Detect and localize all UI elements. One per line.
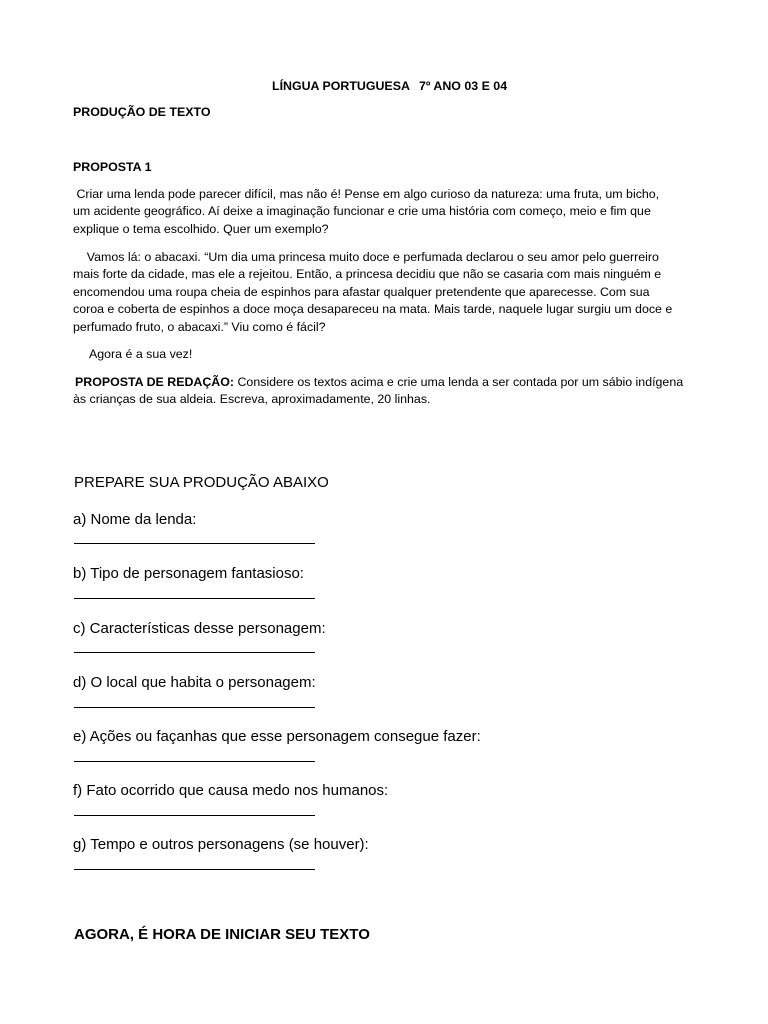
proposal-title: PROPOSTA 1 [73, 160, 152, 174]
prepare-heading: PREPARE SUA PRODUÇÃO ABAIXO [74, 474, 329, 491]
section-title: PRODUÇÃO DE TEXTO [73, 105, 211, 119]
question-f: f) Fato ocorrido que causa medo nos humanos: [73, 782, 389, 799]
example-line: encomendou uma roupa cheia de espinhos para afastar qualquer pretendente que aparecesse. Com sua [73, 284, 650, 299]
answer-line-c[interactable] [74, 652, 315, 653]
subject-title: LÍNGUA PORTUGUESA [272, 79, 410, 93]
answer-line-e[interactable] [74, 761, 315, 762]
question-g: g) Tempo e outros personagens (se houver): [73, 836, 369, 853]
answer-line-b[interactable] [74, 598, 315, 599]
answer-line-f[interactable] [74, 815, 315, 816]
question-e: e) Ações ou façanhas que esse personagem consegue fazer: [73, 728, 481, 745]
redacao-label: PROPOSTA DE REDAÇÃO: [75, 375, 235, 389]
example-line: Vamos lá: o abacaxi. “Um dia uma princesa muito doce e perfumada declarou o seu amor pelo guerreiro [73, 250, 659, 264]
grade-label: 7º ANO 03 E 04 [419, 79, 508, 93]
redacao-text-line2: às crianças de sua aldeia. Escreva, aproximadamente, 20 linhas. [73, 392, 431, 407]
example-paragraph [73, 249, 713, 336]
answer-line-a[interactable] [74, 543, 315, 544]
example-line: coroa e coberta de espinhos a doce moça desapareceu na mata. Mais tarde, naquele lugar surgiu um doce e [73, 302, 673, 317]
question-c: c) Características desse personagem: [73, 620, 326, 637]
intro-paragraph [73, 186, 698, 238]
intro-line: Criar uma lenda pode parecer difícil, mas não é! Pense em algo curioso da natureza: uma fruta, um bicho, [73, 187, 660, 201]
intro-line: explique o tema escolhido. Quer um exemplo? [73, 221, 329, 236]
example-line: mais forte da cidade, mas ele a rejeitou. Então, a princesa decidiu que não se casaria com mais ninguém e [73, 267, 662, 282]
redacao-paragraph [75, 374, 715, 409]
question-b: b) Tipo de personagem fantasioso: [73, 565, 304, 582]
intro-line: um acidente geográfico. Aí deixe a imaginação funcionar e crie uma história com começo, meio e fim que [73, 204, 651, 219]
answer-line-d[interactable] [74, 707, 315, 708]
example-line: perfumado fruto, o abacaxi.” Viu como é fácil? [73, 319, 326, 334]
answer-line-g[interactable] [74, 869, 315, 870]
start-text-heading: AGORA, É HORA DE INICIAR SEU TEXTO [74, 926, 370, 943]
your-turn-text: Agora é a sua vez! [89, 347, 193, 361]
question-a: a) Nome da lenda: [73, 511, 197, 528]
question-d: d) O local que habita o personagem: [73, 674, 316, 691]
redacao-text: Considere os textos acima e crie uma lenda a ser contada por um sábio indígena [234, 375, 684, 389]
